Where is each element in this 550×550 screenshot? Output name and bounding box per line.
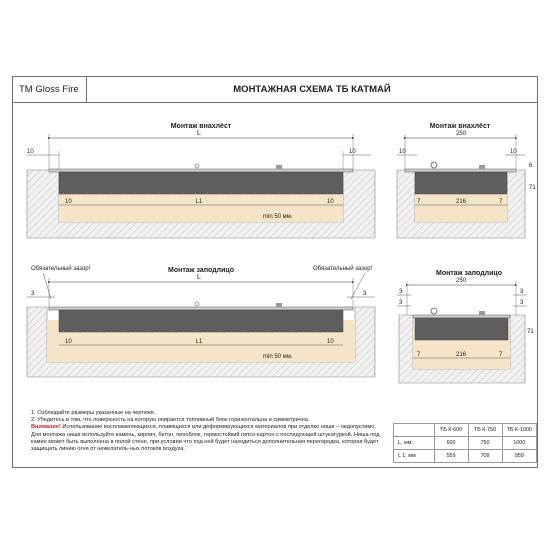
spec-row-label: L, мм [394,437,435,450]
flush-dim-gap-left: 3 [31,291,35,297]
spec-header-row [394,424,537,437]
overlap-inner-right: 10 [327,199,334,205]
flush-dim-gap-right: 3 [363,291,367,297]
flush-inner-right: 10 [327,339,334,345]
overlap-side-edge-right: 10 [510,149,517,155]
flush-side-view [397,270,534,383]
note-2: 2. Убедитесь в том, что поверхность на которую опирается топливный блок горизонтальна и симметрична. [31,417,310,424]
overlap-dim-L1: L1 [195,199,203,205]
sheet-title: МОНТАЖНАЯ СХЕМА ТБ КАТМАЙ [87,77,537,103]
spec-header: ТБ К-750 [468,424,502,437]
overlap-side-inner: 216 [455,199,467,205]
spec-header: ТБ К-600 [434,424,468,437]
note-warning [31,424,381,453]
flush-side-gap-left-top: 3 [399,289,403,295]
drawing-sheet [12,76,538,468]
overlap-side-gap-left: 7 [417,199,421,205]
flush-dim-L: L [197,274,201,281]
spec-header: ТБ К-1000 [502,424,536,437]
spec-cell: 1000 [502,437,536,450]
overlap-side-gap-right: 7 [499,199,503,205]
spec-row-L1 [394,450,537,463]
flush-inner-left: 10 [65,339,72,345]
overlap-min-depth: min 50 мм. [263,214,293,220]
flush-min-depth: min 50 мм. [263,354,293,360]
flush-side-gap-right-top: 3 [520,289,524,295]
spec-row-L [394,437,537,450]
flush-gap-note-left: Обязательный зазор! [31,266,91,272]
flush-side-title: Монтаж заподлицо [435,270,503,277]
flush-side-height: 71 [527,329,534,335]
overlap-dim-edge-left: 10 [27,149,34,155]
overlap-dim-edge-right: 10 [349,149,356,155]
warning-text: Использование воспламеняющихся, плавящихся или деформирующихся материалов при отделке ниши – недопустимо. Для монтажа ниши используйте камень, кирпич, бетон, пеноблок, термостойкий гипсо-картон с последующей штукатуркой. Ниша под камин может быть выполнена в полой стене, при условии что под ней будет находиться дополнительная перегородка, которая будет защищать линию огня от нежелатель-ных потоков воздуха. [31,424,380,453]
spec-table [393,423,537,463]
spec-cell: 600 [434,437,468,450]
overlap-side-view [397,123,536,238]
flush-front-view [27,265,375,377]
flush-side-gap-left-mid: 3 [399,300,403,306]
flush-dim-L1: L1 [195,339,203,345]
note-1: 1. Соблюдайте размеры указанные на чертеже. [31,410,156,416]
flush-side-gap-bottom-right: 7 [499,352,503,358]
overlap-side-edge-left: 10 [399,149,406,155]
overlap-inner-left: 10 [65,199,72,205]
spec-row-label: L 1, мм [394,450,435,463]
overlap-front-view [27,123,375,238]
flush-side-gap-bottom-left: 7 [417,352,421,358]
spec-cell: 750 [468,437,502,450]
spec-cell: 559 [434,450,468,463]
flush-side-width: 250 [455,278,467,284]
flush-front-title: Монтаж заподлицо [167,267,235,274]
overlap-front-title: Монтаж внахлёст [170,123,232,130]
overlap-dim-L: L [197,130,201,137]
overlap-side-width: 250 [455,131,467,137]
overlap-side-top: 6 [529,163,533,169]
spec-corner-cell [394,424,435,437]
brand-label: TM Gloss Fire [13,77,87,103]
installation-notes [31,410,381,453]
flush-side-inner: 216 [455,352,467,358]
flush-side-gap-right-mid: 3 [520,300,524,306]
spec-cell: 709 [468,450,502,463]
overlap-side-height: 71 [529,185,536,191]
spec-cell: 959 [502,450,536,463]
flush-gap-note-right: Обязательный зазор! [313,266,373,272]
warning-label: Внимание! [31,424,61,431]
overlap-side-title: Монтаж внахлёст [429,123,491,130]
